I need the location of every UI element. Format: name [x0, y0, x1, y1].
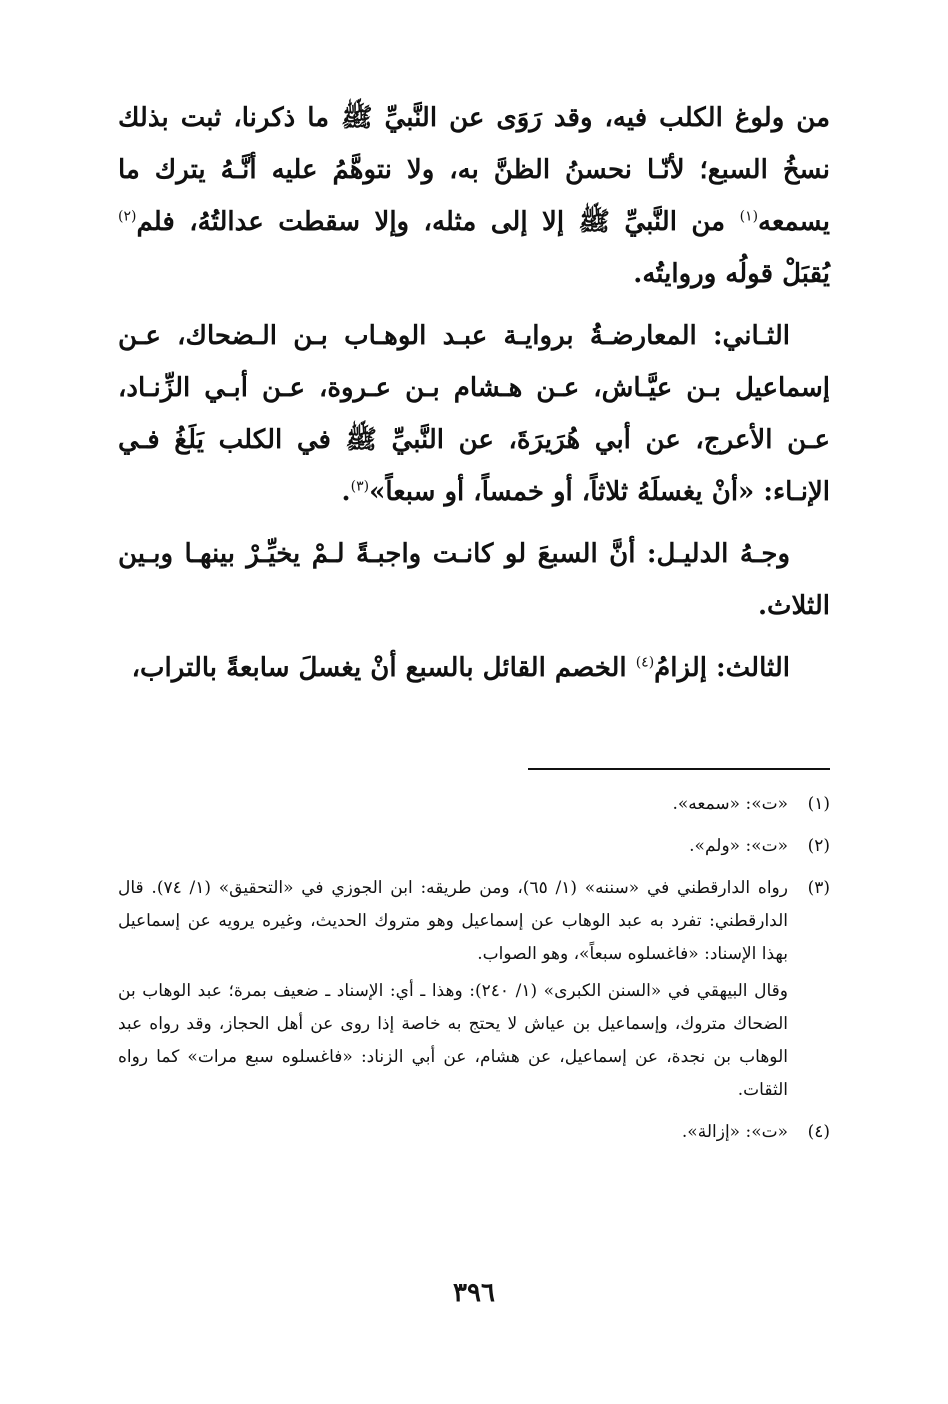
paragraph-4-text: إلزامُ: [654, 653, 717, 683]
paragraph-3: [118, 528, 830, 632]
paragraph-1-text-2: من النَّبيِّ ﷺ إلا إلى مثله، وإلا سقطت عدالتُهُ، فلم: [136, 207, 740, 237]
footnote-separator: [528, 768, 830, 770]
footnotes: [118, 788, 830, 1158]
footnote-number: (١): [807, 794, 830, 814]
footnote-number: (٤): [807, 1122, 830, 1142]
footnote-3: [118, 872, 830, 1107]
footnote-3-continuation: وقال البيهقي في «السنن الكبرى» (١/ ٢٤٠): وهذا ـ أي: الإسناد ـ ضعيف بمرة؛ عبد الوهاب بن الضحاك متروك، وإسماعيل بن عياش لا يحتج به خاصة إذا روى عن أهل الحجاز، وقد رواه عبد الوهاب بن نجدة، عن إسماعيل، عن هشام، عن أبي الزناد: «فاغسلوه سبع مرات» كما رواه الثقات.: [118, 981, 788, 1100]
footnote-4-text: «ت»: «إزالة».: [681, 1122, 788, 1142]
paragraph-2: [118, 310, 830, 518]
footnote-4: [118, 1116, 830, 1149]
footnote-2: [118, 830, 830, 863]
paragraph-2-end: .: [341, 477, 351, 507]
footnote-3-text: رواه الدارقطني في «سننه» (١/ ٦٥)، ومن طريقه: ابن الجوزي في «التحقيق» (١/ ٧٤). قال الدارقطني: تفرد به عبد الوهاب عن إسماعيل وهو متروك الحديث، وغيره يرويه عن إسماعيل بهذا الإسناد: «فاغسلوه سبعاً»، وهو الصواب.: [118, 878, 788, 964]
paragraph-4: [118, 642, 830, 694]
paragraph-1-text: من ولوغ الكلب فيه، وقد رَوَى عن النَّبيِّ ﷺ ما ذكرنا، ثبت بذلك نسخُ السبع؛ لأنّـا نحسنُ الظنَّ به، ولا نتوهَّمُ عليه أنَّـهُ يترك ما يسمعه: [118, 103, 830, 237]
paragraph-1: [118, 92, 830, 300]
paragraph-1-text-3: يُقبَلْ قولُه وروايتُه.: [633, 259, 830, 289]
footnote-number: (٣): [807, 878, 830, 898]
footnote-1-text: «ت»: «سمعه».: [672, 794, 788, 814]
paragraph-4-end: الخصم القائل بالسبع أنْ يغسلَ سابعةً بالتراب،: [131, 653, 636, 683]
page-number: ٣٩٦: [453, 1278, 495, 1308]
paragraph-2-text: المعارضـةُ بروايـة عبـد الوهـاب بـن الـضحاك، عـن إسماعيل بـن عيَّـاش، عـن هـشام بـن عـروة، عـن أبـي الزِّنـاد، عـن الأعرج، عن أبي هُرَيرَةَ، عن النَّبيِّ ﷺ في الكلب يَلَغُ فـي الإنـاء: «أنْ يغسلَهُ ثلاثاً، أو خمساً، أو سبعاً»: [118, 321, 830, 507]
footnote-1: [118, 788, 830, 821]
footnote-text: [118, 788, 788, 821]
paragraph-3-text: وجـهُ الدليـل: أنَّ السبعَ لو كانـت واجبـةً لـمْ يخيِّـرْ بينهـا وبـين الثلاث.: [118, 539, 830, 621]
paragraph-2-lead: الثـاني:: [712, 321, 790, 351]
footnote-ref-3: (٣): [350, 478, 370, 495]
main-text: [118, 92, 830, 694]
footnote-ref-2: (٢): [118, 208, 137, 225]
footnote-2-text: «ت»: «ولم».: [689, 836, 788, 856]
footnote-number: (٢): [807, 836, 830, 856]
footnote-ref-1: (١): [739, 208, 759, 225]
footnote-text: [118, 1116, 788, 1149]
footnote-text: [118, 830, 788, 863]
paragraph-4-lead: الثالث:: [716, 653, 790, 683]
footnote-ref-4: (٤): [635, 654, 655, 671]
footnote-text: [118, 872, 788, 1107]
